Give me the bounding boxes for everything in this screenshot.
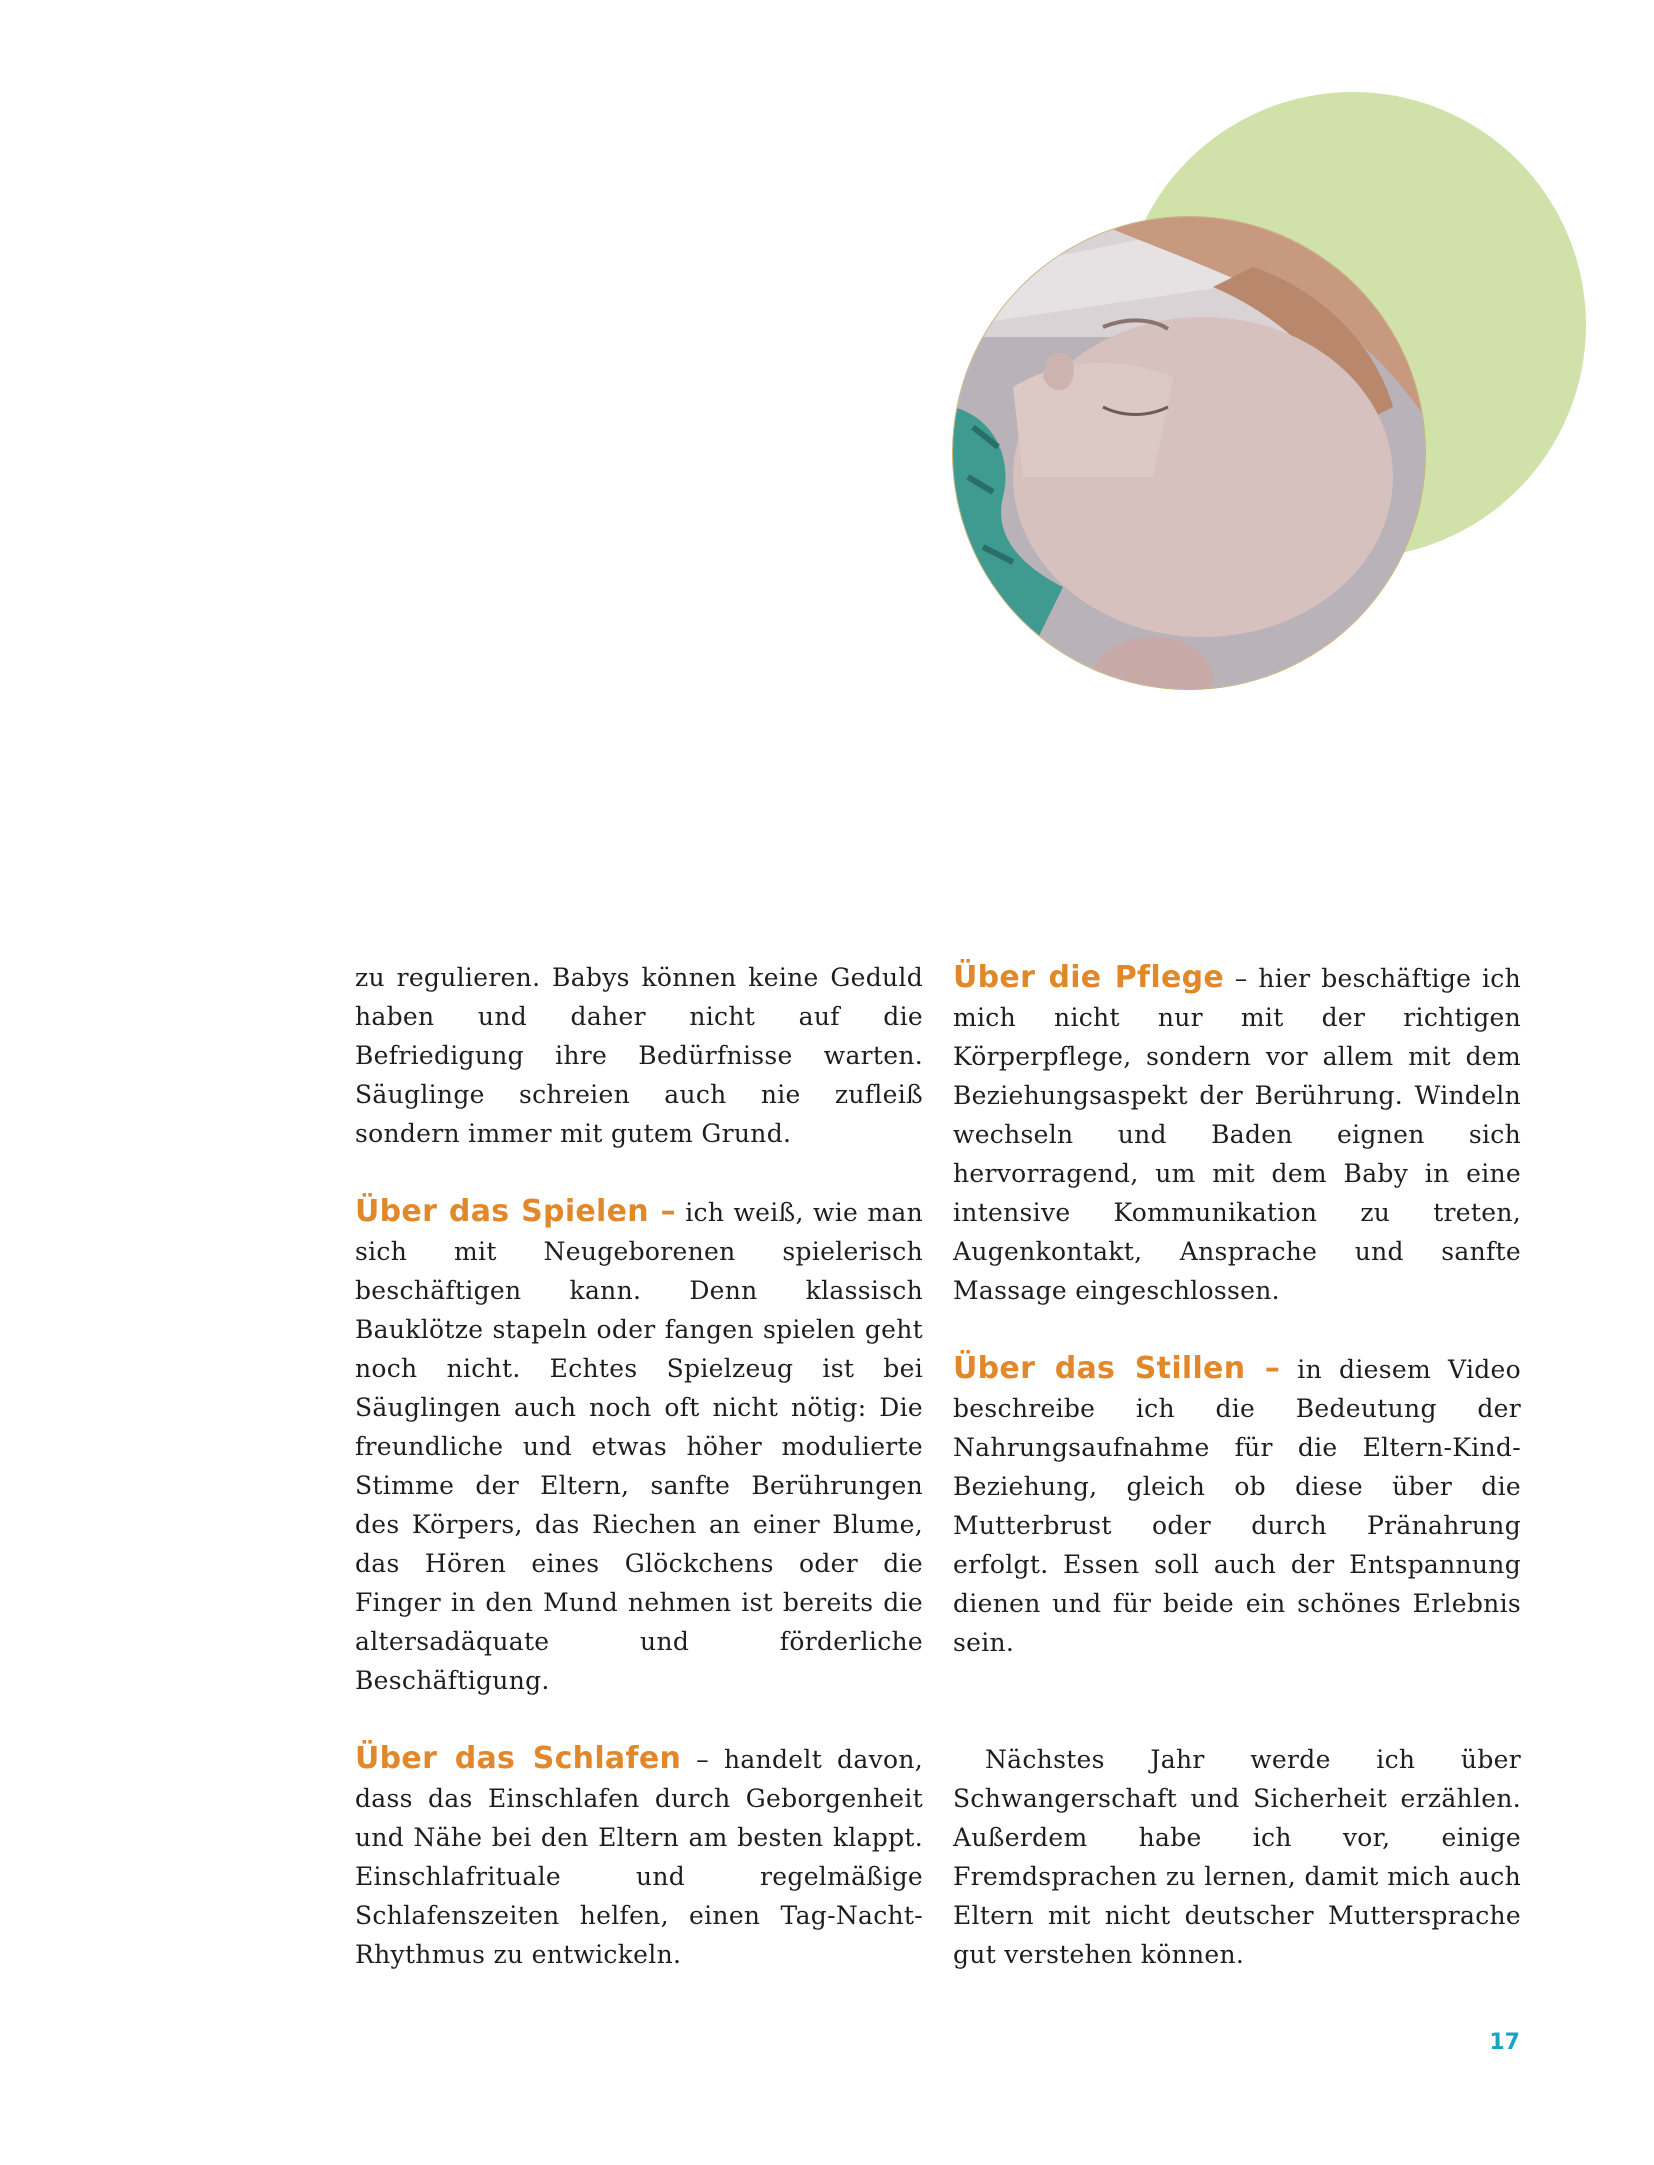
- text-stillen: in diesem Video beschreibe ich die Bedeutung der Nahrungsaufnahme für die Eltern-Kind-Beziehung, gleich ob diese über die Mutterbrust oder durch Pränahrung erfolgt. Essen soll auch der Entspannung dienen und für beide ein schönes Erlebnis sein.: [953, 1355, 1521, 1657]
- paragraph-ausblick: Nächstes Jahr werde ich über Schwangerschaft und Sicherheit erzählen. Außerdem habe ich vor, einige Fremdsprachen zu lernen, damit mich auch Eltern mit nicht deutscher Muttersprache gut verstehen können.: [953, 1745, 1521, 1969]
- text-schlafen: – handelt davon, dass das Einschlafen durch Geborgenheit und Nähe bei den Eltern am besten klappt. Einschlafrituale und regelmäßige Schlafenszeiten helfen, einen Tag-Nacht-Rhythmus zu entwickeln.: [355, 1745, 923, 1969]
- baby-photo-icon: [953, 217, 1425, 689]
- paragraph-stillen: [953, 1349, 1521, 1662]
- paragraph-schlafen: [355, 1739, 923, 1974]
- baby-photo: [953, 217, 1425, 689]
- paragraph-spielen: [355, 1192, 923, 1700]
- text-spielen: ich weiß, wie man sich mit Neugeborenen spielerisch beschäftigen kann. Denn klassisch Bauklötze stapeln oder fangen spielen geht noch nicht. Echtes Spielzeug ist bei Säuglingen auch noch oft nicht nötig: Die freundliche und etwas höher modulierte Stimme der Eltern, sanfte Berührungen des Körpers, das Riechen an einer Blume, das Hören eines Glöckchens oder die Finger in den Mund nehmen ist bereits die altersadäquate und förderliche Beschäftigung.: [355, 1198, 923, 1695]
- text-pflege: – hier beschäftige ich mich nicht nur mit der richtigen Körperpflege, sondern vor allem mit dem Beziehungsaspekt der Berührung. Windeln wechseln und Baden eignen sich hervorragend, um mit dem Baby in eine intensive Kommunikation zu treten, Augenkontakt, Ansprache und sanfte Massage eingeschlossen.: [953, 964, 1522, 1305]
- heading-schlafen: Über das Schlafen: [355, 1741, 682, 1776]
- page-number: 17: [1489, 2030, 1520, 2055]
- heading-stillen: Über das Stillen –: [953, 1351, 1281, 1386]
- paragraph-pflege: [953, 958, 1521, 1310]
- heading-pflege: Über die Pflege: [953, 960, 1225, 995]
- right-text-column: [953, 958, 1521, 2013]
- paragraph-intro: zu regulieren. Babys können keine Geduld haben und daher nicht auf die Befriedigung ihre Bedürfnisse warten. Säuglinge schreien auch nie zufleiß sondern immer mit gutem Grund.: [355, 963, 923, 1148]
- heading-spielen: Über das Spielen –: [355, 1194, 676, 1229]
- left-text-column: [355, 958, 923, 2013]
